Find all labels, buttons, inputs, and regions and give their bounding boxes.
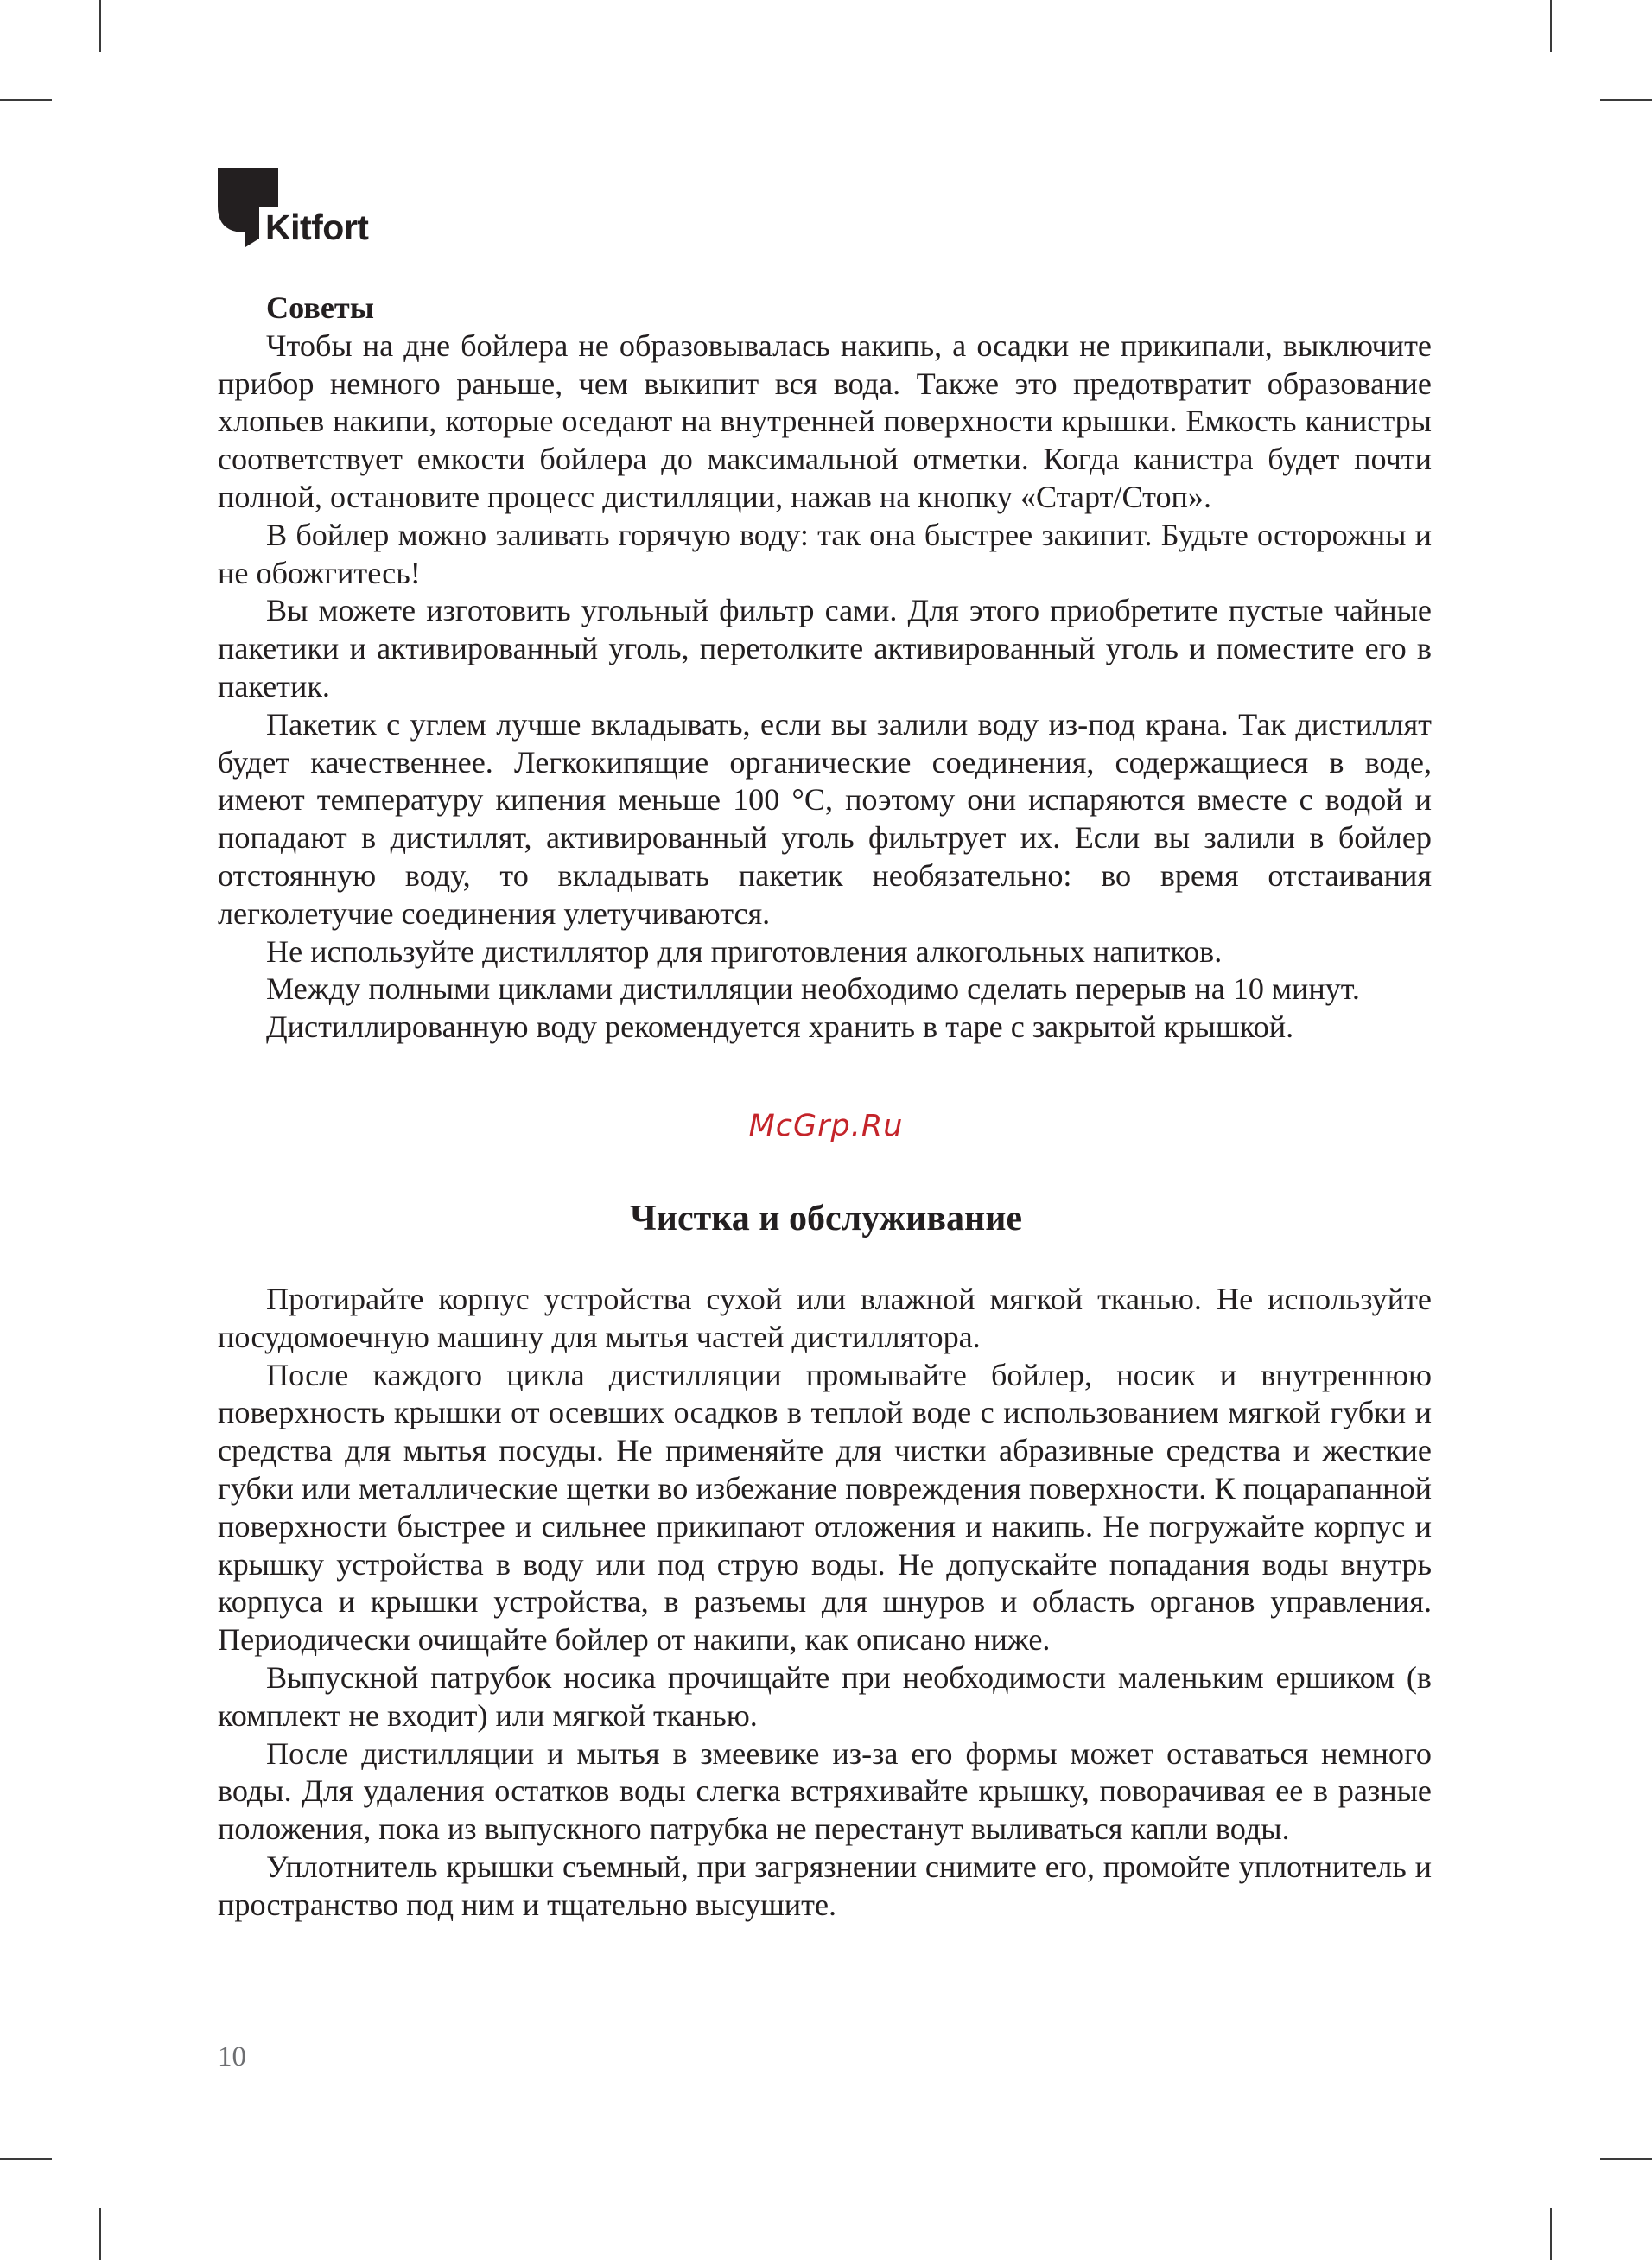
cleaning-section <box>218 1281 1432 1925</box>
page-number: 10 <box>218 2041 246 2072</box>
section-title: Чистка и обслуживание <box>629 1199 1023 1238</box>
tips-heading: Советы <box>266 290 374 325</box>
cleaning-paragraph: После дистилляции и мытья в змеевике из-за его формы может оставаться немного воды. Для удаления остатков воды слегка встряхивайте крышку, поворачивая ее в разные положения, пока из выпускного патрубка не перестанут выливаться капли воды. <box>218 1735 1432 1847</box>
crop-mark <box>99 2208 101 2260</box>
crop-mark <box>0 2158 52 2160</box>
brand-logo <box>218 168 434 254</box>
tips-paragraph: Пакетик с углем лучше вкладывать, если вы залили воду из-под крана. Так дистиллят будет качественнее. Легкокипящие органические соединения, содержащиеся в воде, имеют температуру кипения меньше 100 °C, поэтому они испаряются вместе с водой и попадают в дистиллят, активированный уголь фильтрует их. Если вы залили в бойлер отстоянную воду, то вкладывать пакетик необязательно: во время отстаивания легколетучие соединения улетучиваются. <box>218 706 1432 931</box>
cleaning-paragraph: Уплотнитель крышки съемный, при загрязнении снимите его, промойте уплотнитель и пространство под ним и тщательно высушите. <box>218 1849 1432 1922</box>
tips-paragraph: Вы можете изготовить угольный фильтр сами. Для этого приобретите пустые чайные пакетики и активированный уголь, перетолките активированный уголь и поместите его в пакетик. <box>218 593 1432 703</box>
tips-section <box>218 290 1432 1047</box>
cleaning-paragraph: Выпускной патрубок носика прочищайте при необходимости маленьким ершиком (в комплект не входит) или мягкой тканью. <box>218 1659 1432 1733</box>
crop-mark <box>0 99 52 101</box>
crop-mark <box>1550 0 1552 52</box>
tips-paragraph: Между полными циклами дистилляции необходимо сделать перерыв на 10 минут. <box>266 971 1360 1007</box>
tips-paragraph: В бойлер можно заливать горячую воду: так она быстрее закипит. Будьте осторожны и не обожгитесь! <box>218 517 1432 590</box>
tips-paragraph: Дистиллированную воду рекомендуется хранить в таре с закрытой крышкой. <box>266 1009 1294 1045</box>
watermark-link[interactable]: McGrp.Ru <box>748 1109 904 1143</box>
crop-mark <box>1600 2158 1652 2160</box>
brand-name: Kitfort <box>265 207 369 247</box>
cleaning-paragraph: После каждого цикла дистилляции промывайте бойлер, носик и внутреннюю поверхность крышки от осевших осадков в теплой воде с использованием мягкой губки и средства для мытья посуды. Не применяйте для чистки абразивные средства и жесткие губки или металлические щетки во избежание повреждения поверхности. К поцарапанной поверхности быстрее и сильнее прикипают отложения и накипь. Не погружайте корпус и крышку устройства в воду или под струю воды. Не допускайте попадания воды внутрь корпуса и крышки устройства, в разъемы для шнуров и область органов управления. Периодически очищайте бойлер от накипи, как описано ниже. <box>218 1357 1432 1658</box>
tips-paragraph: Не используйте дистиллятор для приготовления алкогольных напитков. <box>266 933 1223 969</box>
crop-mark <box>99 0 101 52</box>
crop-mark <box>1600 99 1652 101</box>
tips-paragraph: Чтобы на дне бойлера не образовывалась накипь, а осадки не прикипали, выключите прибор немного раньше, чем выкипит вся вода. Также это предотвратит образование хлопьев накипи, которые оседают на внутренней поверхности крышки. Емкость канистры соответствует емкости бойлера до максимальной отметки. Когда канистра будет почти полной, остановите процесс дистилляции, нажав на кнопку «Старт/Стоп». <box>218 328 1432 514</box>
cleaning-paragraph: Протирайте корпус устройства сухой или влажной мягкой тканью. Не используйте посудомоечную машину для мытья частей дистиллятора. <box>218 1282 1432 1354</box>
crop-mark <box>1550 2208 1552 2260</box>
